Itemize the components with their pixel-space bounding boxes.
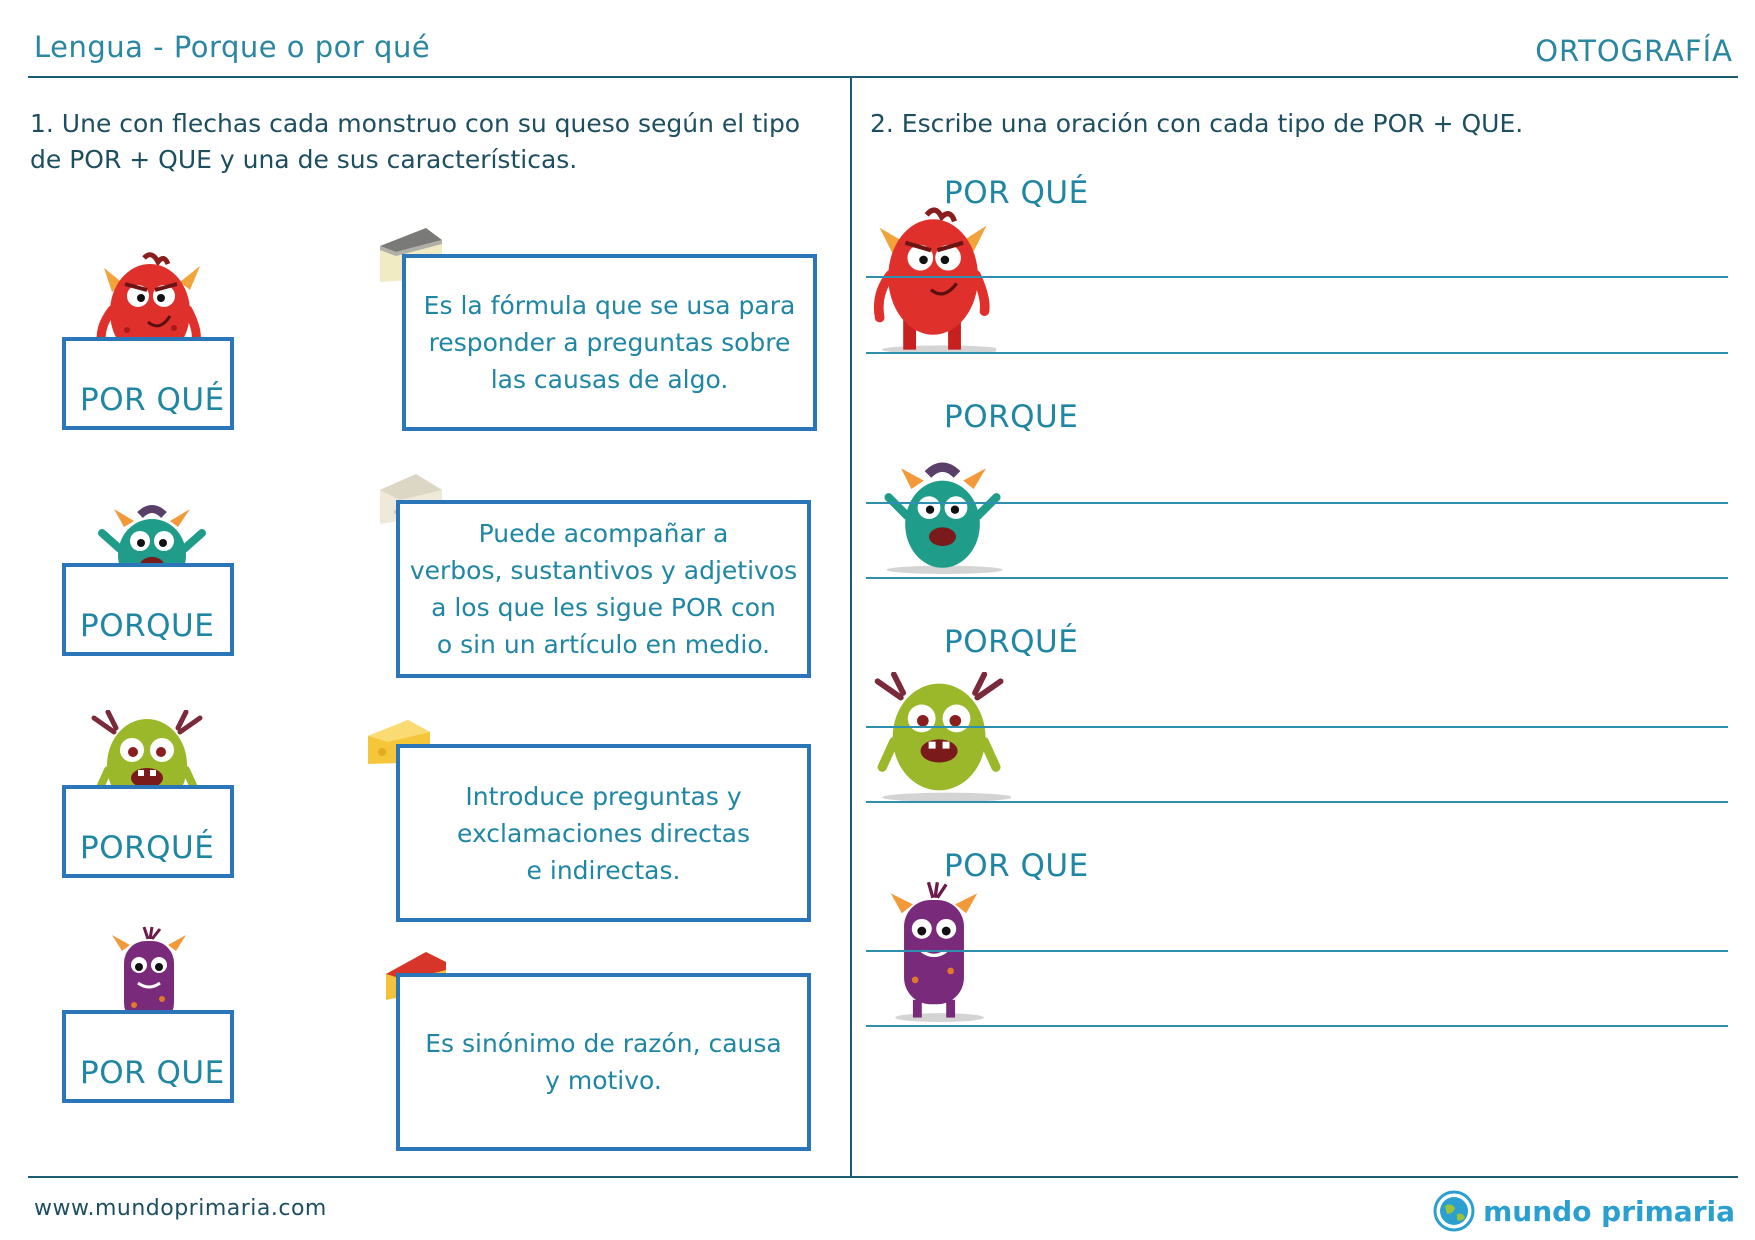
section-title-porque-noun: PORQUÉ: [944, 624, 1079, 660]
section-title-por-que-interrogative: POR QUÉ: [944, 175, 1089, 211]
description-box: [396, 744, 811, 922]
label-text: POR QUÉ: [80, 382, 225, 418]
label-text: POR QUE: [80, 1055, 225, 1091]
teal-monster-icon: [880, 462, 1005, 574]
answer-line[interactable]: [866, 726, 1728, 728]
label-por-que-interrogative: [62, 337, 234, 430]
label-porque: [62, 563, 234, 656]
description-text: Es la fórmula que se usa para responder a preguntas sobre las causas de algo.: [423, 291, 796, 394]
description-box: [402, 254, 817, 431]
footer-divider: [28, 1176, 1738, 1178]
answer-line[interactable]: [866, 950, 1728, 952]
answer-line[interactable]: [866, 1025, 1728, 1027]
answer-line[interactable]: [866, 502, 1728, 504]
brand-logo: [1433, 1190, 1735, 1232]
globe-icon: [1433, 1190, 1475, 1232]
worksheet-title: Lengua - Porque o por qué: [34, 30, 431, 64]
answer-line[interactable]: [866, 801, 1728, 803]
description-box: [396, 973, 811, 1151]
label-text: PORQUÉ: [80, 830, 215, 866]
label-por-que-relative: [62, 1010, 234, 1103]
footer-website[interactable]: www.mundoprimaria.com: [34, 1196, 327, 1221]
section-title-porque: PORQUE: [944, 399, 1079, 435]
description-text: Puede acompañar a verbos, sustantivos y adjetivos a los que les sigue POR con o sin un artículo en medio.: [409, 519, 798, 659]
label-porque-noun: [62, 785, 234, 878]
exercise-1-instruction: 1. Une con flechas cada monstruo con su queso según el tipo de POR + QUE y una de sus características.: [30, 109, 801, 174]
exercise-2-instruction: 2. Escribe una oración con cada tipo de POR + QUE.: [870, 109, 1524, 138]
header-divider: [28, 76, 1738, 78]
column-divider: [850, 78, 852, 1176]
green-monster-icon: [866, 672, 1011, 802]
description-box: [396, 500, 811, 678]
answer-line[interactable]: [866, 276, 1728, 278]
brand-name: mundo primaria: [1483, 1194, 1735, 1228]
description-text: Introduce preguntas y exclamaciones directas e indirectas.: [457, 781, 750, 885]
answer-line[interactable]: [866, 352, 1728, 354]
subject-label: ORTOGRAFÍA: [1535, 34, 1733, 68]
label-text: PORQUE: [80, 608, 215, 644]
section-title-por-que-relative: POR QUE: [944, 848, 1089, 884]
description-text: Es sinónimo de razón, causa y motivo.: [425, 1029, 782, 1095]
answer-line[interactable]: [866, 577, 1728, 579]
